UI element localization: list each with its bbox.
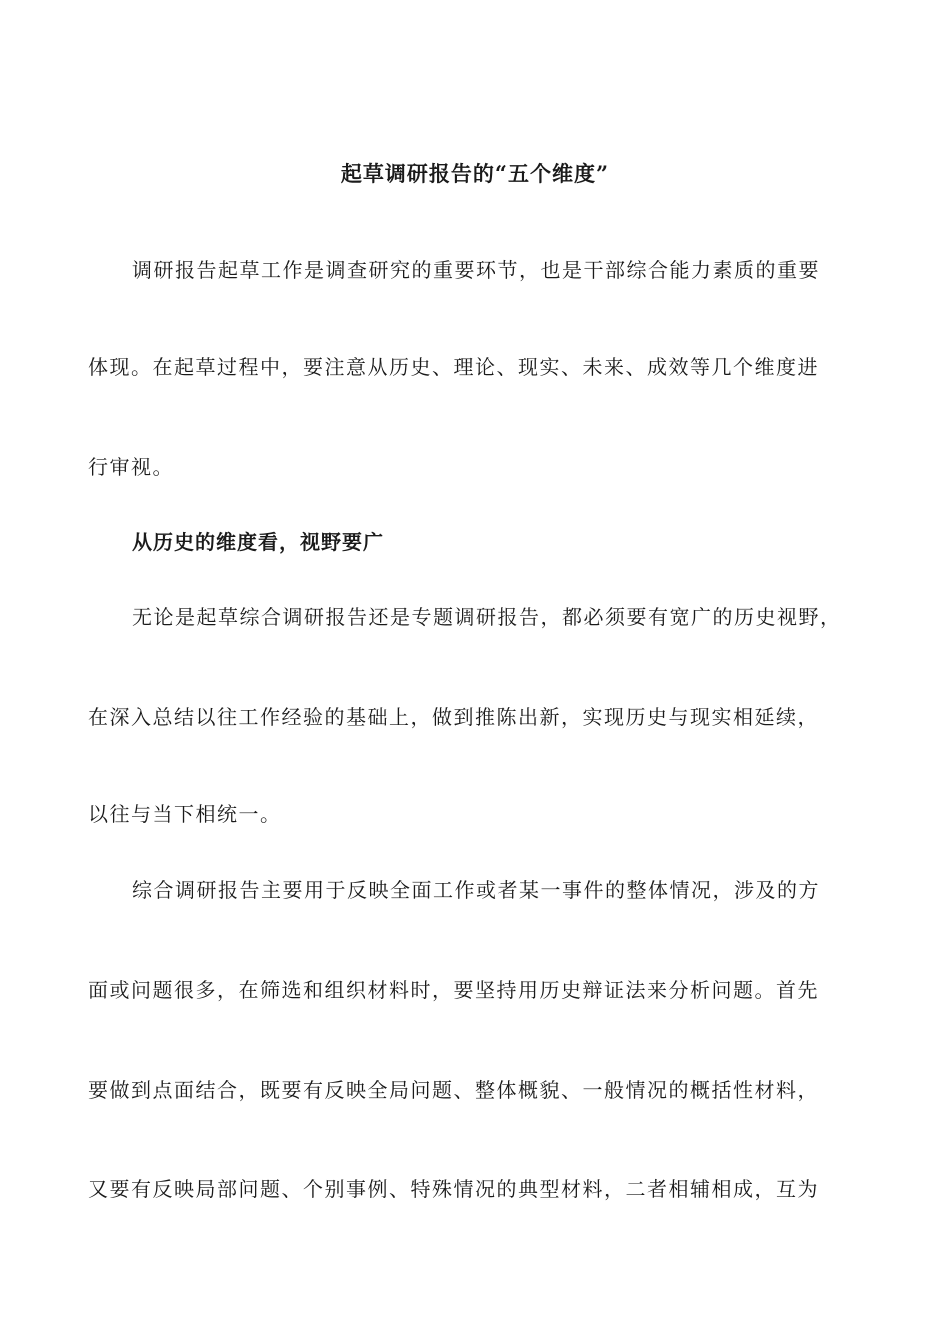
- paragraph-2-line-3: 以往与当下相统一。: [88, 802, 282, 826]
- paragraph-2-line-2: 在深入总结以往工作经验的基础上，做到推陈出新，实现历史与现实相延续，: [88, 705, 819, 729]
- paragraph-3-line-1: 综合调研报告主要用于反映全面工作或者某一事件的整体情况，涉及的方: [132, 878, 820, 902]
- paragraph-3-line-2: 面或问题很多，在筛选和组织材料时，要坚持用历史辩证法来分析问题。首先: [88, 978, 819, 1002]
- paragraph-3-line-4: 又要有反映局部问题、个别事例、特殊情况的典型材料，二者相辅相成，互为: [88, 1177, 819, 1201]
- paragraph-3-line-3: 要做到点面结合，既要有反映全局问题、整体概貌、一般情况的概括性材料，: [88, 1078, 819, 1102]
- paragraph-2-line-1: 无论是起草综合调研报告还是专题调研报告，都必须要有宽广的历史视野，: [132, 605, 842, 629]
- paragraph-1-line-2: 体现。在起草过程中，要注意从历史、理论、现实、未来、成效等几个维度进: [88, 355, 819, 379]
- section-heading-history: 从历史的维度看，视野要广: [132, 530, 384, 554]
- paragraph-1-line-3: 行审视。: [88, 455, 174, 479]
- document-title: 起草调研报告的“五个维度”: [340, 161, 610, 186]
- paragraph-1-line-1: 调研报告起草工作是调查研究的重要环节，也是干部综合能力素质的重要: [132, 258, 820, 282]
